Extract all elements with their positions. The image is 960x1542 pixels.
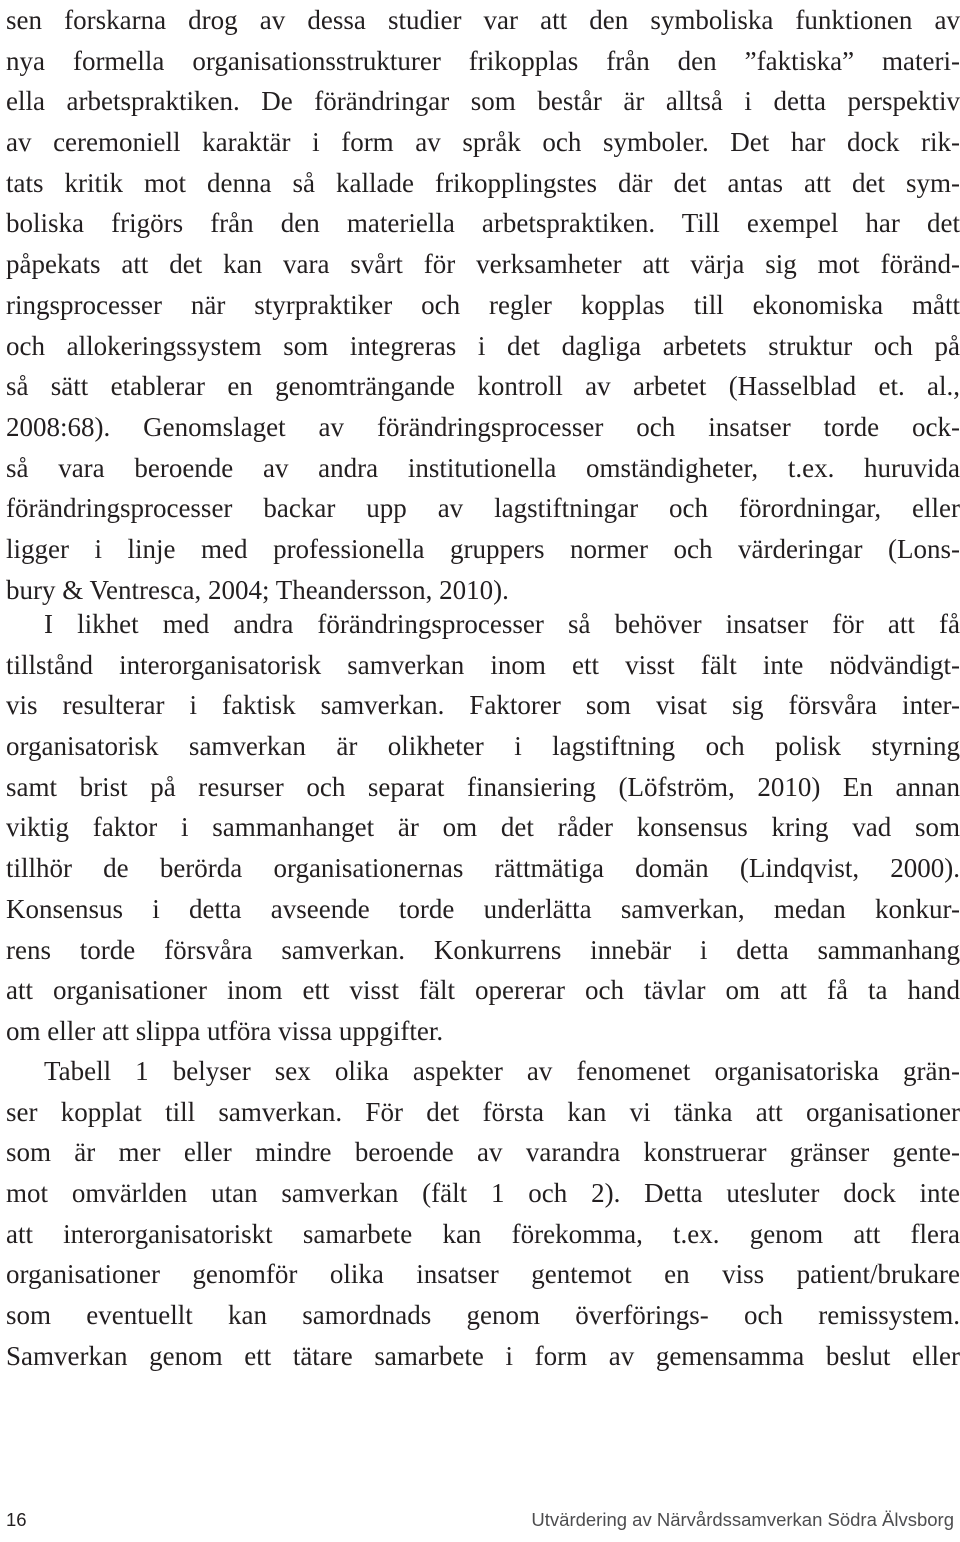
text-line: Samverkan genom ett tätare samarbete i form av gemensamma beslut eller: [6, 1340, 960, 1371]
text-line: som är mer eller mindre beroende av varandra konstruerar gränser gente-: [6, 1137, 960, 1168]
text-line: Konsensus i detta avseende torde underlätta samverkan, medan konkur-: [6, 893, 960, 924]
paragraph-3: [6, 1051, 960, 1377]
text-line: att interorganisatoriskt samarbete kan förekomma, t.ex. genom att flera: [6, 1218, 960, 1249]
paragraph-2: [6, 604, 960, 1052]
text-line: sen forskarna drog av dessa studier var att den symboliska funktionen av: [6, 5, 960, 35]
text-line: så sätt etablerar en genomträngande kontroll av arbetet (Hasselblad et. al.,: [6, 371, 960, 402]
paragraph-1: [6, 0, 960, 610]
text-line: och allokeringssystem som integreras i det dagliga arbetets struktur och på: [6, 330, 960, 361]
text-line: viktig faktor i sammanhanget är om det råder konsensus kring vad som: [6, 812, 960, 843]
text-line: påpekats att det kan vara svårt för verksamheter att värja sig mot föränd-: [6, 249, 960, 280]
text-line: så vara beroende av andra institutionella omständigheter, t.ex. huruvida: [6, 452, 960, 483]
text-line: tillstånd interorganisatorisk samverkan inom ett visst fält inte nödvändigt-: [6, 649, 960, 680]
text-line: organisationer genomför olika insatser gentemot en viss patient/brukare: [6, 1259, 960, 1290]
text-line: vis resulterar i faktisk samverkan. Faktorer som visat sig försvåra inter-: [6, 690, 960, 721]
text-line: förändringsprocesser backar upp av lagstiftningar och förordningar, eller: [6, 493, 960, 524]
text-line: tats kritik mot denna så kallade frikopplingstes där det antas att det sym-: [6, 167, 960, 198]
page-footer: [6, 1509, 954, 1539]
text-line: av ceremoniell karaktär i form av språk och symboler. Det har dock rik-: [6, 127, 960, 158]
text-line: nya formella organisationsstrukturer frikopplas från den ”faktiska” materi-: [6, 45, 960, 76]
text-line: I likhet med andra förändringsprocesser så behöver insatser för att få: [44, 609, 960, 639]
text-line: mot omvärlden utan samverkan (fält 1 och 2). Detta utesluter dock inte: [6, 1178, 960, 1209]
text-line: ringsprocesser när styrpraktiker och regler kopplas till ekonomiska mått: [6, 289, 960, 320]
text-line: ligger i linje med professionella gruppers normer och värderingar (Lons-: [6, 533, 960, 564]
text-line: boliska frigörs från den materiella arbetspraktiken. Till exempel har det: [6, 208, 960, 239]
text-line: rens torde försvåra samverkan. Konkurrens innebär i detta sammanhang: [6, 934, 960, 965]
text-line: samt brist på resurser och separat finansiering (Löfström, 2010) En annan: [6, 771, 960, 802]
page-number: 16: [6, 1509, 27, 1530]
text-line: tillhör de berörda organisationernas rättmätiga domän (Lindqvist, 2000).: [6, 853, 960, 884]
text-line: ella arbetspraktiken. De förändringar som består är alltså i detta perspektiv: [6, 86, 960, 117]
text-line: att organisationer inom ett visst fält opererar och tävlar om att få ta hand: [6, 975, 960, 1006]
text-line: bury & Ventresca, 2004; Theandersson, 2010).: [6, 574, 509, 605]
text-line: ser kopplat till samverkan. För det första kan vi tänka att organisationer: [6, 1096, 960, 1127]
text-line: organisatorisk samverkan är olikheter i lagstiftning och polisk styrning: [6, 731, 960, 762]
text-line: 2008:68). Genomslaget av förändringsprocesser och insatser torde ock-: [6, 411, 960, 442]
text-line: som eventuellt kan samordnads genom överförings- och remissystem.: [6, 1300, 960, 1331]
text-line: Tabell 1 belyser sex olika aspekter av fenomenet organisatoriska grän-: [44, 1056, 960, 1086]
text-line: om eller att slippa utföra vissa uppgifter.: [6, 1015, 444, 1046]
running-title: Utvärdering av Närvårdssamverkan Södra Älvsborg: [531, 1509, 954, 1530]
